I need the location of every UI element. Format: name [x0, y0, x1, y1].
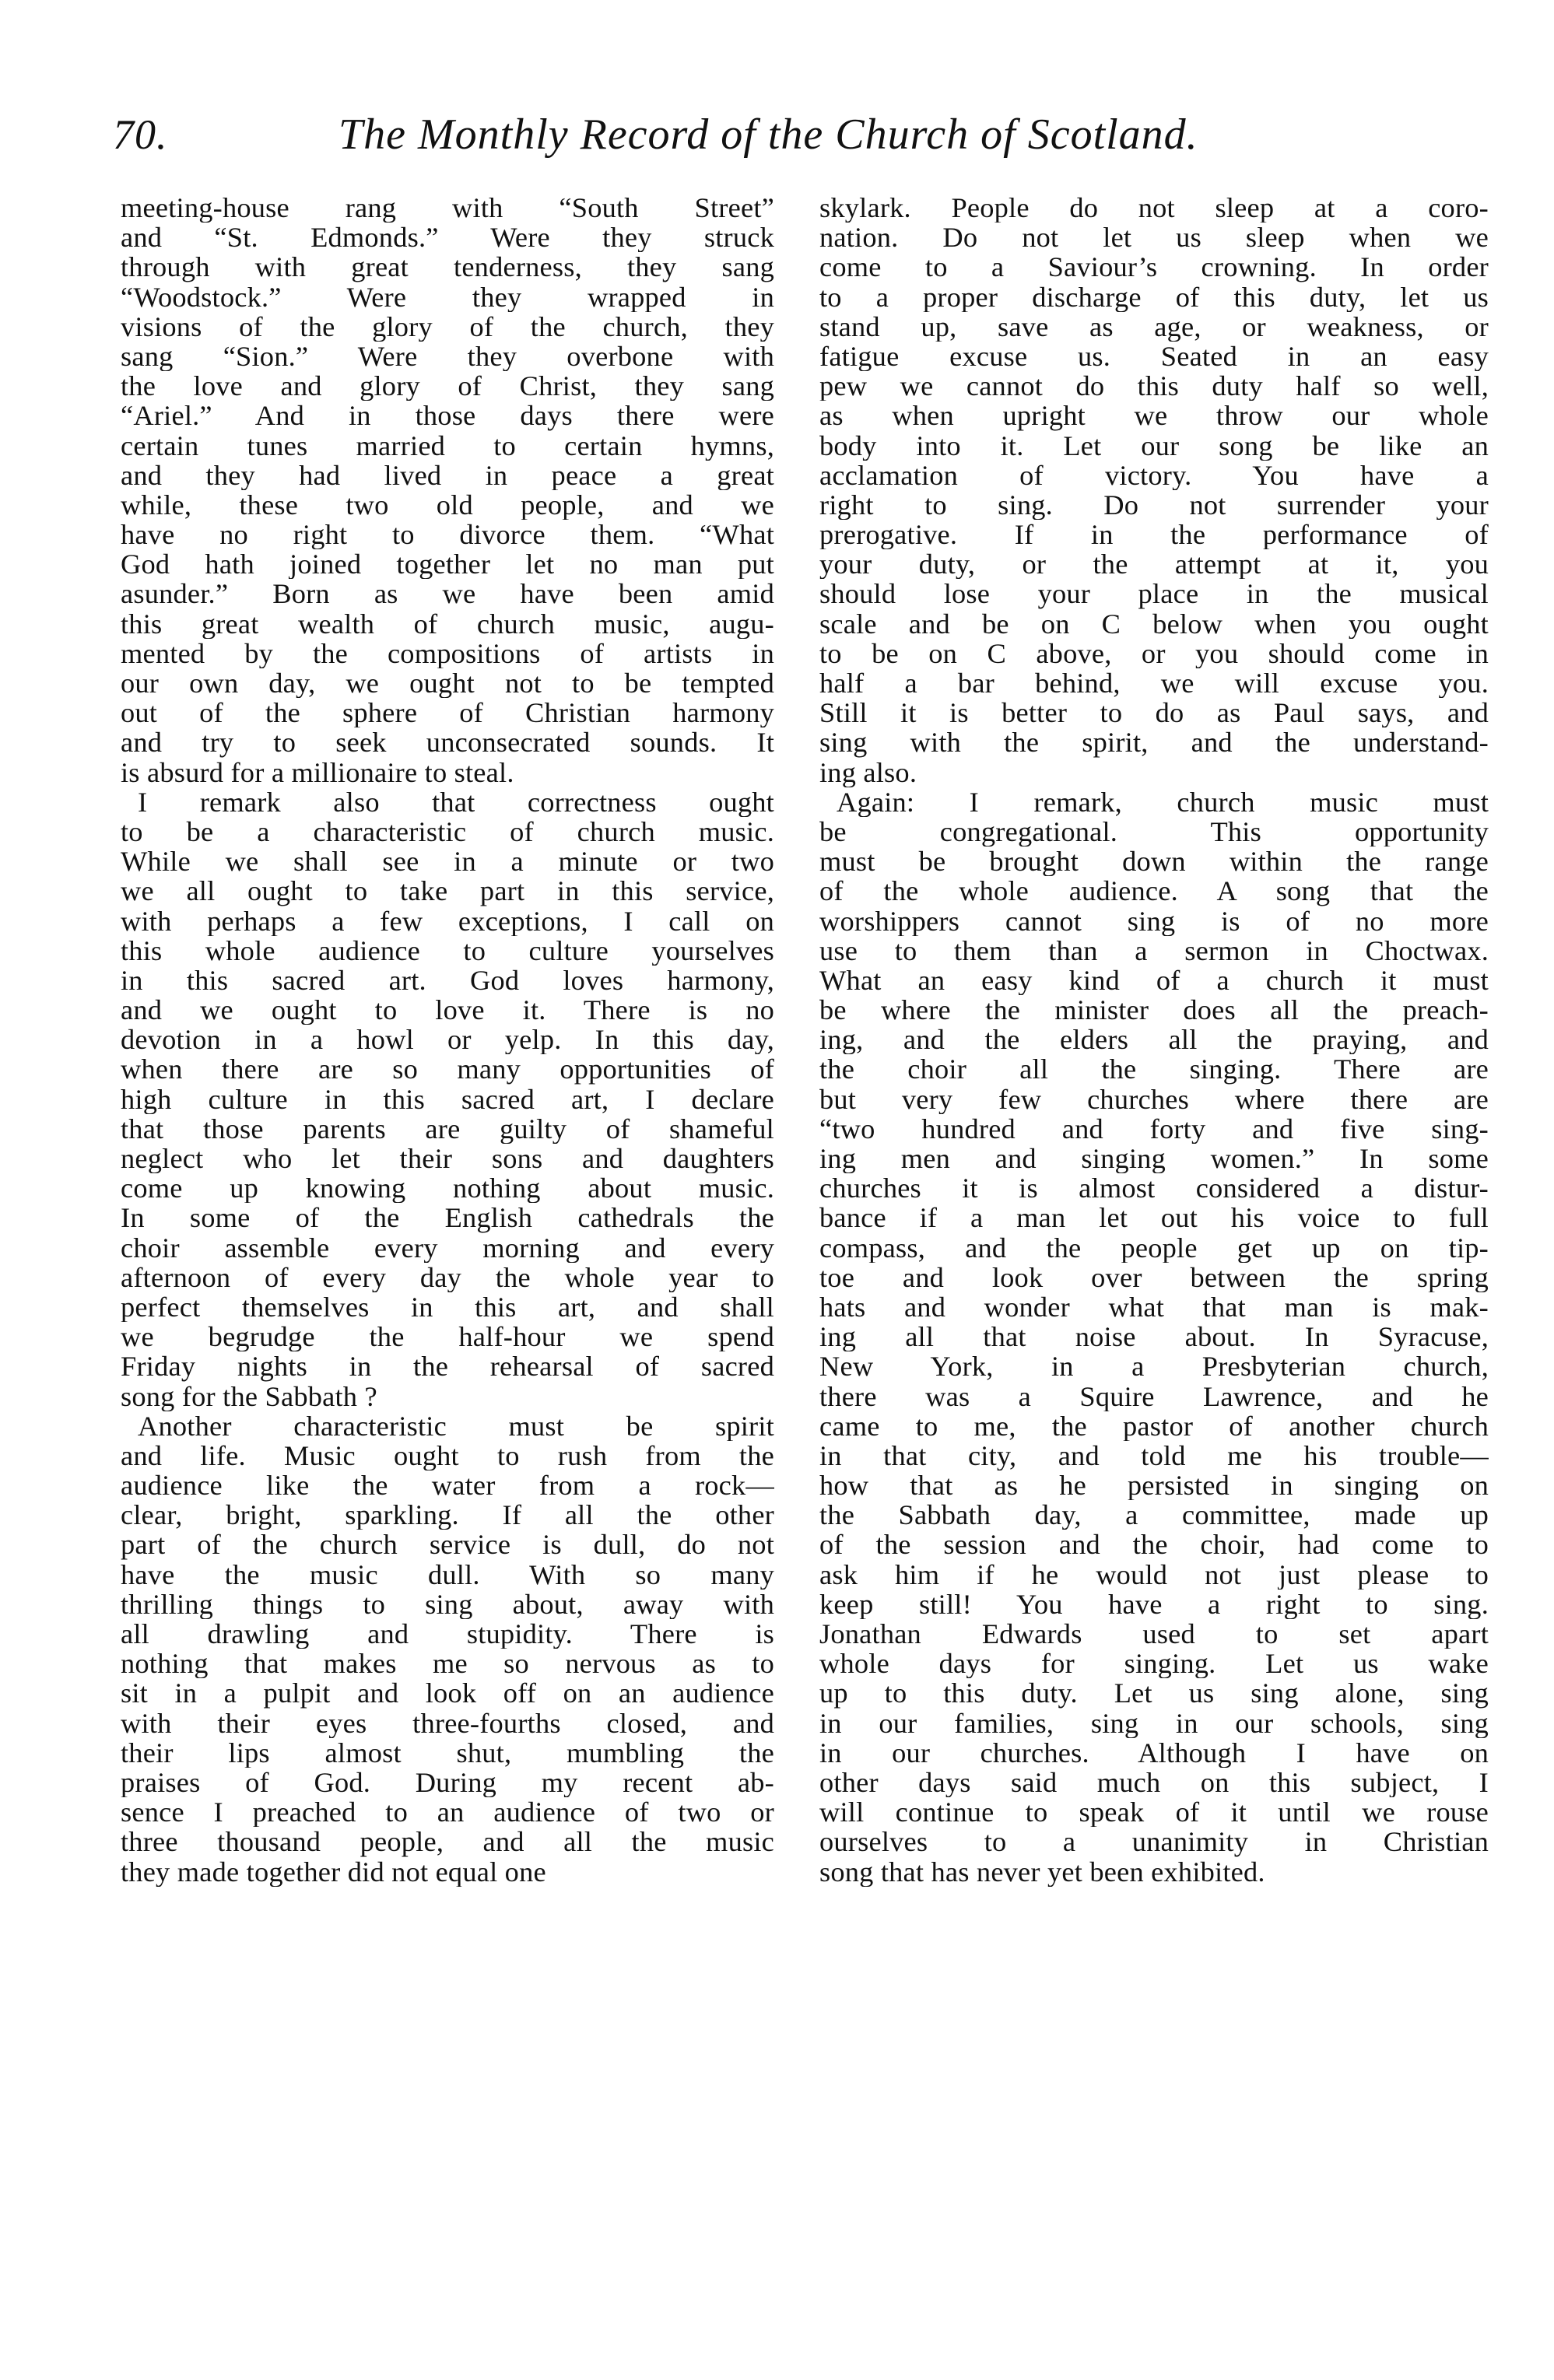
- text-line: half a bar behind, we will excuse you.: [819, 668, 1489, 699]
- text-line: with their eyes three-fourths closed, and: [121, 1708, 774, 1738]
- text-line: must be brought down within the range: [819, 846, 1489, 877]
- text-line: “Woodstock.” Were they wrapped in: [121, 282, 774, 312]
- text-line: there was a Squire Lawrence, and he: [819, 1381, 1489, 1411]
- text-line: three thousand people, and all the music: [121, 1827, 774, 1857]
- text-line: they made together did not equal one: [121, 1856, 546, 1887]
- text-line: right to sing. Do not surrender your: [819, 489, 1489, 521]
- text-line: stand up, save as age, or weakness, or: [819, 311, 1489, 342]
- text-line: toe and look over between the spring: [819, 1262, 1489, 1292]
- text-line: their lips almost shut, mumbling the: [121, 1737, 774, 1768]
- text-line: that those parents are guilty of shameful: [121, 1113, 774, 1144]
- paragraph: [121, 1411, 774, 1887]
- running-head: [113, 107, 1506, 170]
- text-line: other days said much on this subject, I: [819, 1767, 1489, 1798]
- right-column: [819, 193, 1489, 1887]
- paragraph: [819, 193, 1489, 787]
- text-line: while, these two old people, and we: [121, 489, 774, 521]
- text-line: be where the minister does all the preach-: [819, 995, 1489, 1025]
- page-number: 70.: [113, 111, 168, 158]
- text-line: in this sacred art. God loves harmony,: [121, 965, 774, 996]
- text-line: skylark. People do not sleep at a coro-: [819, 193, 1489, 223]
- text-line: Jonathan Edwards used to set apart: [819, 1619, 1489, 1649]
- text-line: fatigue excuse us. Seated in an easy: [819, 341, 1489, 372]
- text-line: worshippers cannot sing is of no more: [819, 906, 1489, 936]
- left-column: [121, 193, 774, 1887]
- text-line: choir assemble every morning and every: [121, 1232, 774, 1263]
- text-line: of the session and the choir, had come to: [819, 1530, 1489, 1560]
- text-line: audience like the water from a rock—: [121, 1470, 774, 1501]
- text-line: will continue to speak of it until we rouse: [819, 1797, 1489, 1828]
- text-line: should lose your place in the musical: [819, 579, 1489, 609]
- text-line: I remark also that correctness ought: [138, 787, 774, 817]
- text-line: nothing that makes me so nervous as to: [121, 1649, 774, 1679]
- text-line: high culture in this sacred art, I declare: [121, 1084, 774, 1114]
- text-line: body into it. Let our song be like an: [819, 430, 1489, 461]
- text-line: your duty, or the attempt at it, you: [819, 549, 1489, 580]
- text-line: neglect who let their sons and daughters: [121, 1144, 774, 1174]
- text-line: churches it is almost considered a distur-: [819, 1173, 1489, 1204]
- text-line: and try to seek unconsecrated sounds. It: [121, 727, 774, 758]
- text-line: out of the sphere of Christian harmony: [121, 698, 774, 728]
- text-line: but very few churches where there are: [819, 1084, 1489, 1114]
- text-line: our own day, we ought not to be tempted: [121, 668, 774, 699]
- text-line: thrilling things to sing about, away with: [121, 1589, 774, 1619]
- text-line: the love and glory of Christ, they sang: [121, 371, 774, 401]
- text-line: keep still! You have a right to sing.: [819, 1589, 1489, 1619]
- paragraph: [819, 787, 1489, 1887]
- text-line: we begrudge the half-hour we spend: [121, 1322, 774, 1352]
- text-line: nation. Do not let us sleep when we: [819, 223, 1489, 253]
- text-line: visions of the glory of the church, they: [121, 311, 774, 342]
- text-line: sing with the spirit, and the understand-: [819, 727, 1489, 758]
- text-line: devotion in a howl or yelp. In this day,: [121, 1025, 774, 1055]
- text-line: up to this duty. Let us sing alone, sing: [819, 1678, 1489, 1709]
- text-line: to a proper discharge of this duty, let us: [819, 282, 1489, 312]
- text-line: Friday nights in the rehearsal of sacred: [121, 1351, 774, 1382]
- text-line: certain tunes married to certain hymns,: [121, 430, 774, 461]
- text-line: Again: I remark, church music must: [837, 787, 1489, 817]
- text-line: ing men and singing women.” In some: [819, 1144, 1489, 1174]
- text-line: this whole audience to culture yourselves: [121, 935, 774, 966]
- text-line: afternoon of every day the whole year to: [121, 1262, 774, 1292]
- text-line: of the whole audience. A song that the: [819, 876, 1489, 906]
- text-line: pew we cannot do this duty half so well,: [819, 371, 1489, 401]
- text-line: have the music dull. With so many: [121, 1559, 774, 1590]
- text-line: Still it is better to do as Paul says, and: [819, 698, 1489, 728]
- text-line: acclamation of victory. You have a: [819, 460, 1489, 490]
- text-line: song for the Sabbath ?: [121, 1381, 377, 1411]
- text-line: sit in a pulpit and look off on an audience: [121, 1678, 774, 1709]
- text-line: use to them than a sermon in Choctwax.: [819, 935, 1489, 966]
- text-line: and “St. Edmonds.” Were they struck: [121, 223, 774, 253]
- text-line: ing also.: [819, 757, 917, 787]
- text-line: how that as he persisted in singing on: [819, 1470, 1489, 1501]
- text-line: came to me, the pastor of another church: [819, 1411, 1489, 1441]
- text-line: “two hundred and forty and five sing-: [819, 1113, 1489, 1144]
- text-line: come to a Saviour’s crowning. In order: [819, 252, 1489, 282]
- text-line: in our churches. Although I have on: [819, 1737, 1489, 1768]
- text-line: in that city, and told me his trouble—: [819, 1440, 1489, 1471]
- text-line: prerogative. If in the performance of: [819, 520, 1489, 550]
- text-line: with perhaps a few exceptions, I call on: [121, 906, 774, 936]
- text-line: when there are so many opportunities of: [121, 1054, 774, 1085]
- text-line: asunder.” Born as we have been amid: [121, 579, 774, 609]
- text-line: through with great tenderness, they sang: [121, 252, 774, 282]
- paragraph: [121, 787, 774, 1411]
- journal-title: The Monthly Record of the Church of Scotland.: [339, 110, 1198, 159]
- text-line: be congregational. This opportunity: [819, 816, 1489, 847]
- text-line: “Ariel.” And in those days there were: [121, 401, 774, 431]
- text-line: ourselves to a unanimity in Christian: [819, 1827, 1489, 1857]
- text-line: While we shall see in a minute or two: [121, 846, 774, 877]
- text-line: hats and wonder what that man is mak-: [819, 1292, 1489, 1323]
- text-line: as when upright we throw our whole: [819, 401, 1489, 431]
- text-line: meeting-house rang with “South Street”: [121, 193, 774, 223]
- text-line: the Sabbath day, a committee, made up: [819, 1500, 1489, 1530]
- text-line: come up knowing nothing about music.: [121, 1173, 774, 1204]
- text-line: part of the church service is dull, do not: [121, 1530, 774, 1560]
- text-line: whole days for singing. Let us wake: [819, 1649, 1489, 1679]
- text-line: In some of the English cathedrals the: [121, 1203, 774, 1233]
- text-line: compass, and the people get up on tip-: [819, 1232, 1489, 1263]
- text-line: clear, bright, sparkling. If all the other: [121, 1500, 774, 1530]
- text-line: praises of God. During my recent ab-: [121, 1767, 774, 1798]
- text-line: ing all that noise about. In Syracuse,: [819, 1322, 1489, 1352]
- text-line: this great wealth of church music, augu-: [121, 608, 774, 639]
- text-line: perfect themselves in this art, and shall: [121, 1292, 774, 1323]
- text-line: New York, in a Presbyterian church,: [819, 1351, 1489, 1382]
- text-line: is absurd for a millionaire to steal.: [121, 757, 514, 787]
- text-line: to be on C above, or you should come in: [819, 638, 1489, 668]
- text-line: all drawling and stupidity. There is: [121, 1619, 774, 1649]
- text-line: the choir all the singing. There are: [819, 1054, 1489, 1085]
- text-line: we all ought to take part in this service,: [121, 876, 774, 906]
- text-line: mented by the compositions of artists in: [121, 638, 774, 668]
- text-line: to be a characteristic of church music.: [121, 816, 774, 847]
- text-line: sang “Sion.” Were they overbone with: [121, 341, 774, 372]
- text-line: in our families, sing in our schools, sing: [819, 1708, 1489, 1738]
- text-line: sence I preached to an audience of two or: [121, 1797, 774, 1828]
- text-line: and life. Music ought to rush from the: [121, 1440, 774, 1471]
- text-line: have no right to divorce them. “What: [121, 520, 774, 550]
- text-line: ing, and the elders all the praying, and: [819, 1025, 1489, 1055]
- text-line: What an easy kind of a church it must: [819, 965, 1489, 996]
- paragraph: [121, 193, 774, 787]
- text-line: Another characteristic must be spirit: [138, 1411, 774, 1441]
- text-line: and we ought to love it. There is no: [121, 995, 774, 1025]
- text-line: bance if a man let out his voice to full: [819, 1203, 1489, 1233]
- text-line: song that has never yet been exhibited.: [819, 1856, 1265, 1887]
- text-line: scale and be on C below when you ought: [819, 608, 1489, 639]
- text-line: and they had lived in peace a great: [121, 460, 774, 490]
- text-line: God hath joined together let no man put: [121, 549, 774, 580]
- text-line: ask him if he would not just please to: [819, 1559, 1489, 1590]
